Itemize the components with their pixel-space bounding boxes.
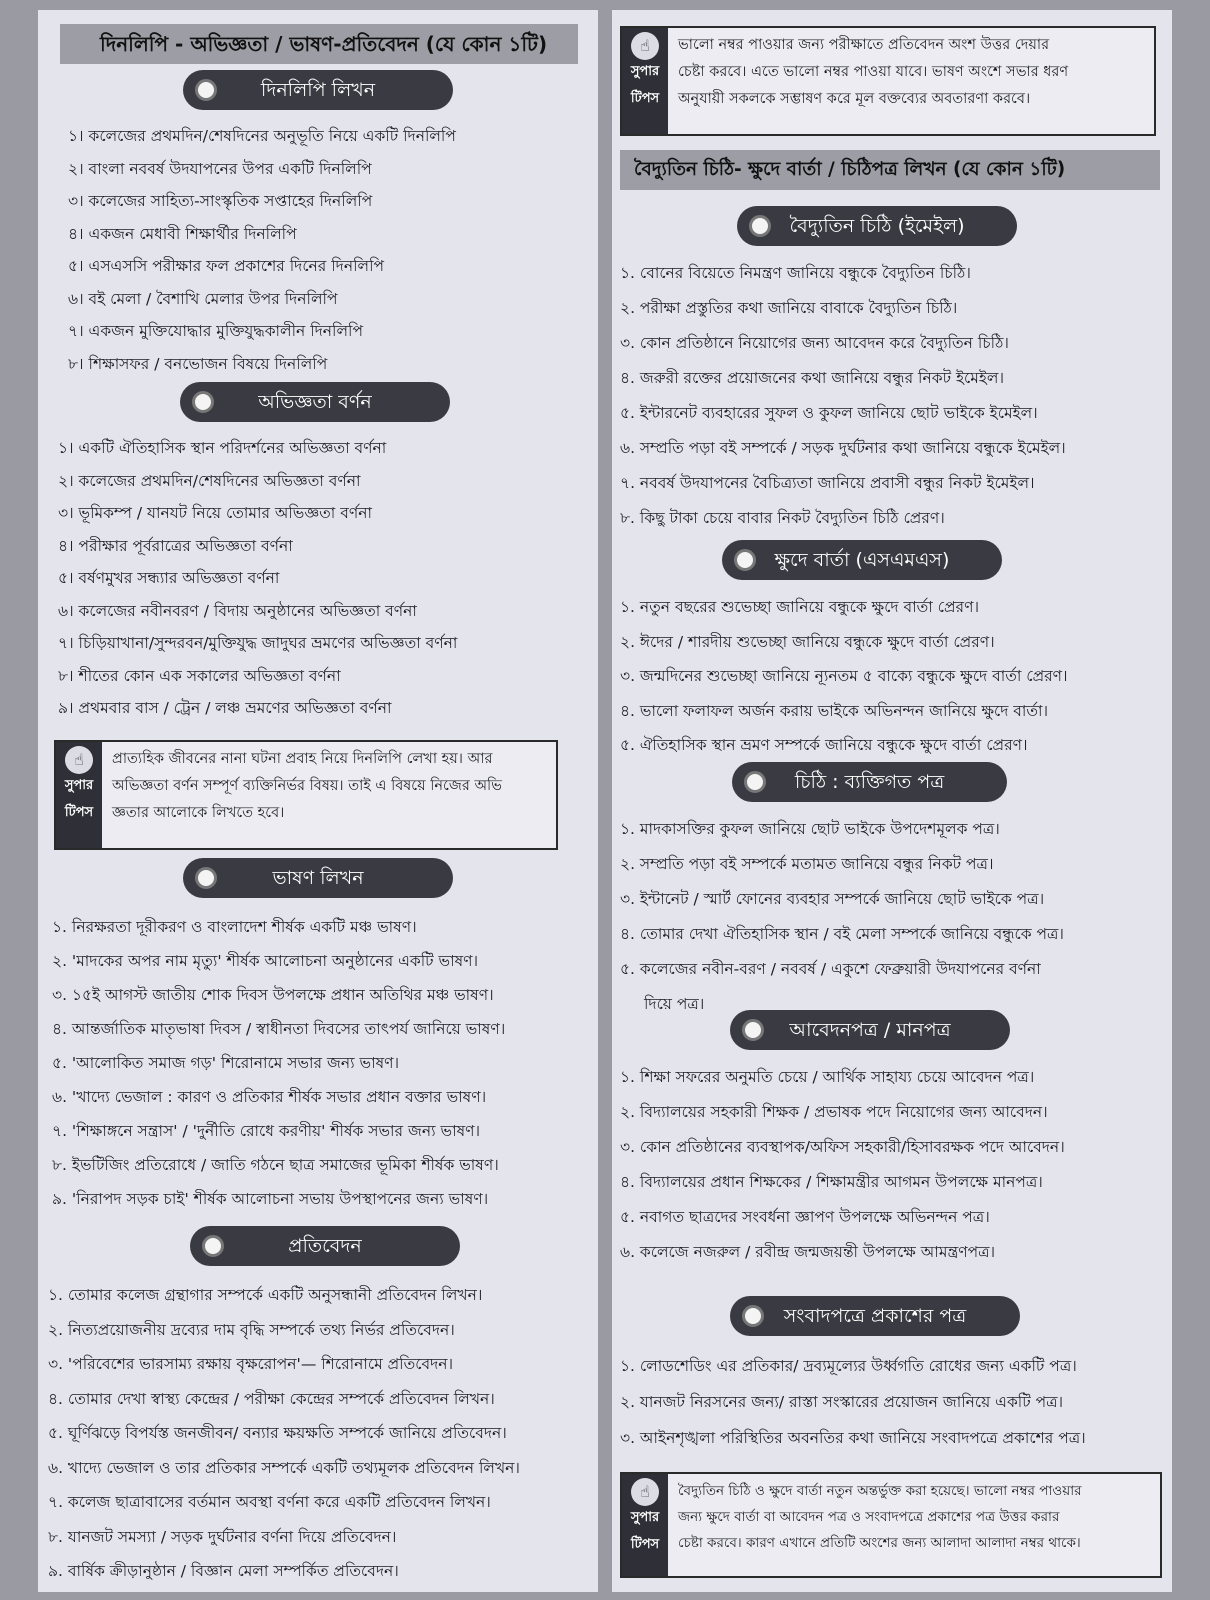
experience-list xyxy=(58,432,457,725)
super-tips-badge: ☝ সুপার টিপস xyxy=(622,28,668,134)
list-item: ১. নিরক্ষরতা দূরীকরণ ও বাংলাদেশ শীর্ষক একটি মঞ্চ ভাষণ। xyxy=(52,918,417,936)
list-item: ১. নতুন বছরের শুভেচ্ছা জানিয়ে বন্ধুকে ক্ষুদে বার্তা প্রেরণ। xyxy=(620,598,979,616)
list-item: ৪. ভালো ফলাফল অর্জন করায় ভাইকে অভিনন্দন জানিয়ে ক্ষুদে বার্তা। xyxy=(620,701,1049,720)
newspaper-heading: সংবাদপত্রে প্রকাশের পত্র xyxy=(730,1296,1020,1336)
section-header-right: বৈদ্যুতিন চিঠি- ক্ষুদে বার্তা / চিঠিপত্র লিখন (যে কোন ১টি) xyxy=(620,150,1160,190)
list-item: ১. তোমার কলেজ গ্রন্থাগার সম্পর্কে একটি অনুসন্ধানী প্রতিবেদন লিখন। xyxy=(48,1286,483,1304)
list-item: ৩. জন্মদিনের শুভেচ্ছা জানিয়ে ন্যূনতম ৫ বাক্যে বন্ধুকে ক্ষুদে বার্তা প্রেরণ। xyxy=(620,667,1068,685)
list-item: ২. বিদ্যালয়ের সহকারী শিক্ষক / প্রভাষক পদে নিয়োগের জন্য আবেদন। xyxy=(620,1103,1048,1121)
list-item: ২। বাংলা নববর্ষ উদযাপনের উপর একটি দিনলিপি xyxy=(68,159,372,178)
list-item: ৩. 'পরিবেশের ভারসাম্য রক্ষায় বৃক্ষরোপন'— শিরোনামে প্রতিবেদন। xyxy=(48,1355,454,1373)
list-item: ৬. খাদ্যে ভেজাল ও তার প্রতিকার সম্পর্কে একটি তথ্যমূলক প্রতিবেদন লিখন। xyxy=(48,1458,520,1477)
sms-heading: ক্ষুদে বার্তা (এসএমএস) xyxy=(722,540,1002,580)
list-item: ৬. সম্প্রতি পড়া বই সম্পর্কে / সড়ক দুর্ঘটনার কথা জানিয়ে বন্ধুকে ইমেইল। xyxy=(620,439,1066,457)
list-item: ৩. আইনশৃঙ্খলা পরিস্থিতির অবনতির কথা জানিয়ে সংবাদপত্রে প্রকাশের পত্র। xyxy=(620,1429,1086,1447)
section-header-left: দিনলিপি - অভিজ্ঞতা / ভাষণ-প্রতিবেদন (যে কোন ১টি) xyxy=(60,24,578,64)
super-tips-box xyxy=(54,740,558,850)
list-item: ৯। প্রথমবার বাস / ট্রেন / লঞ্চ ভ্রমণের অভিজ্ঞতা বর্ণনা xyxy=(58,699,392,717)
list-item: ৫. ঘূর্ণিঝড়ে বিপর্যস্ত জনজীবন/ বন্যার ক্ষয়ক্ষতি সম্পর্কে জানিয়ে প্রতিবেদন। xyxy=(48,1424,507,1442)
list-item: ৮। শীতের কোন এক সকালের অভিজ্ঞতা বর্ণনা xyxy=(58,666,341,685)
list-item: ৮. যানজট সমস্যা / সড়ক দুর্ঘটনার বর্ণনা দিয়ে প্রতিবেদন। xyxy=(48,1527,397,1546)
list-item: ৩. ১৫ই আগস্ট জাতীয় শোক দিবস উপলক্ষে প্রধান অতিথির মঞ্চ ভাষণ। xyxy=(52,986,494,1004)
list-item: ৩। কলেজের সাহিত্য-সাংস্কৃতিক সপ্তাহের দিনলিপি xyxy=(68,192,373,210)
super-tips-box-bottom xyxy=(620,1472,1162,1578)
application-list xyxy=(620,1060,1065,1270)
list-item: ২. সম্প্রতি পড়া বই সম্পর্কে মতামত জানিয়ে বন্ধুর নিকট পত্র। xyxy=(620,855,994,873)
report-list xyxy=(48,1278,520,1589)
report-heading: প্রতিবেদন xyxy=(190,1226,460,1266)
list-item: ৪। একজন মেধাবী শিক্ষার্থীর দিনলিপি xyxy=(68,224,297,243)
list-item: ১. শিক্ষা সফরের অনুমতি চেয়ে / আর্থিক সাহায্য চেয়ে আবেদন পত্র। xyxy=(620,1068,1035,1086)
list-item: ৭. 'শিক্ষাঙ্গনে সন্ত্রাস' / 'দুর্নীতি রোধে করণীয়' শীর্ষক সভার জন্য ভাষণ। xyxy=(52,1122,481,1140)
pointing-hand-icon: ☝ xyxy=(631,32,659,60)
list-item: ৯. বার্ষিক ক্রীড়ানুষ্ঠান / বিজ্ঞান মেলা সম্পর্কিত প্রতিবেদন। xyxy=(48,1562,399,1580)
list-item: ২. 'মাদকের অপর নাম মৃত্যু' শীর্ষক আলোচনা অনুষ্ঠানের একটি ভাষণ। xyxy=(52,952,479,970)
list-item: ৪। পরীক্ষার পূর্বরাত্রের অভিজ্ঞতা বর্ণনা xyxy=(58,536,293,555)
list-item: ৮। শিক্ষাসফর / বনভোজন বিষয়ে দিনলিপি xyxy=(68,354,328,373)
list-item: ২. ঈদের / শারদীয় শুভেচ্ছা জানিয়ে বন্ধুকে ক্ষুদে বার্তা প্রেরণ। xyxy=(620,632,995,651)
list-item: ৬। বই মেলা / বৈশাখি মেলার উপর দিনলিপি xyxy=(68,289,338,308)
list-item: ৫। বর্ষণমুখর সন্ধ্যার অভিজ্ঞতা বর্ণনা xyxy=(58,569,280,587)
diary-heading: দিনলিপি লিখন xyxy=(183,70,453,110)
tip-text: বৈদ্যুতিন চিঠি ও ক্ষুদে বার্তা নতুন অন্তর্ভুক্ত করা হয়েছে। ভালো নম্বর পাওয়ার জন্য ক্ষুদে বার্তা বা আবেদন পত্র ও সংবাদপত্রে প্রকাশের পত্র উত্তর করার চেষ্টা করবে। কারণ এখানে প্রতিটি অংশের জন্য আলাদা আলাদা নম্বর থাকে। xyxy=(678,1483,1082,1551)
list-item: ৩. কোন প্রতিষ্ঠানের ব্যবস্থাপক/অফিস সহকারী/হিসাবরক্ষক পদে আবেদন। xyxy=(620,1138,1065,1156)
list-item: ৩. ইন্টানেট / স্মার্ট ফোনের ব্যবহার সম্পর্কে জানিয়ে ছোট ভাইকে পত্র। xyxy=(620,890,1045,908)
list-item: ৪. তোমার দেখা ঐতিহাসিক স্থান / বই মেলা সম্পর্কে জানিয়ে বন্ধুকে পত্র। xyxy=(620,925,1064,943)
tip-text: প্রাত্যহিক জীবনের নানা ঘটনা প্রবাহ নিয়ে দিনলিপি লেখা হয়। আর অভিজ্ঞতা বর্ণন সম্পূর্ণ ব্যক্তিনির্ভর বিষয়। তাই এ বিষয়ে নিজের অভি জ্ঞতার আলোকে লিখতে হবে। xyxy=(112,751,502,821)
pointing-hand-icon: ☝ xyxy=(631,1478,659,1506)
list-item: ৭. কলেজ ছাত্রাবাসের বর্তমান অবস্থা বর্ণনা করে একটি প্রতিবেদন লিখন। xyxy=(48,1493,491,1511)
list-item: দিয়ে পত্র। xyxy=(644,995,705,1013)
speech-list xyxy=(52,910,505,1216)
list-item: ১। কলেজের প্রথমদিন/শেষদিনের অনুভূতি নিয়ে একটি দিনলিপি xyxy=(68,127,456,145)
speech-heading: ভাষণ লিখন xyxy=(183,858,453,898)
list-item: ৪. জরুরী রক্তের প্রয়োজনের কথা জানিয়ে বন্ধুর নিকট ইমেইল। xyxy=(620,369,1004,387)
newspaper-list xyxy=(620,1348,1086,1456)
pointing-hand-icon: ☝ xyxy=(65,746,93,774)
list-item: ৯. 'নিরাপদ সড়ক চাই' শীর্ষক আলোচনা সভায় উপস্থাপনের জন্য ভাষণ। xyxy=(52,1190,489,1208)
list-item: ৪. আন্তর্জাতিক মাতৃভাষা দিবস / স্বাধীনতা দিবসের তাৎপর্য জানিয়ে ভাষণ। xyxy=(52,1020,506,1038)
left-column xyxy=(38,10,598,1592)
list-item: ৬। কলেজের নবীনবরণ / বিদায় অনুষ্ঠানের অভিজ্ঞতা বর্ণনা xyxy=(58,601,417,620)
list-item: ৮. কিছু টাকা চেয়ে বাবার নিকট বৈদ্যুতিন চিঠি প্রেরণ। xyxy=(620,509,945,527)
application-heading: আবেদনপত্র / মানপত্র xyxy=(730,1010,1010,1050)
list-item: ৬. কলেজে নজরুল / রবীন্দ্র জন্মজয়ন্তী উপলক্ষে আমন্ত্রণপত্র। xyxy=(620,1243,996,1261)
list-item: ৭। চিড়িয়াখানা/সুন্দরবন/মুক্তিযুদ্ধ জাদুঘর ভ্রমণের অভিজ্ঞতা বর্ণনা xyxy=(58,634,458,652)
diary-list xyxy=(68,120,456,380)
list-item: ৫. নবাগত ছাত্রদের সংবর্ধনা জ্ঞাপণ উপলক্ষে অভিনন্দন পত্র। xyxy=(620,1208,990,1226)
email-heading: বৈদ্যুতিন চিঠি (ইমেইল) xyxy=(737,206,1017,246)
list-item: ৫। এসএসসি পরীক্ষার ফল প্রকাশের দিনের দিনলিপি xyxy=(68,257,385,275)
list-item: ৭। একজন মুক্তিযোদ্ধার মুক্তিযুদ্ধকালীন দিনলিপি xyxy=(68,322,363,340)
tip-text: ভালো নম্বর পাওয়ার জন্য পরীক্ষাতে প্রতিবেদন অংশ উত্তর দেয়ার চেষ্টা করবে। এতে ভালো নম্বর পাওয়া যাবে। ভাষণ অংশে সভার ধরণ অনুযায়ী সকলকে সম্ভাষণ করে মূল বক্তব্যের অবতারণা করবে। xyxy=(678,37,1069,107)
list-item: ৩. কোন প্রতিষ্ঠানে নিয়োগের জন্য আবেদন করে বৈদ্যুতিন চিঠি। xyxy=(620,334,1009,352)
list-item: ৭. নববর্ষ উদযাপনের বৈচিত্র্যতা জানিয়ে প্রবাসী বন্ধুর নিকট ইমেইল। xyxy=(620,474,1035,492)
personal-letter-list xyxy=(620,812,1064,1022)
list-item: ৫. কলেজের নবীন-বরণ / নববর্ষ / একুশে ফেব্রুয়ারী উদযাপনের বর্ণনা xyxy=(620,960,1041,978)
list-item: ২. পরীক্ষা প্রস্তুতির কথা জানিয়ে বাবাকে বৈদ্যুতিন চিঠি। xyxy=(620,299,958,317)
list-item: ১. মাদকাসক্তির কুফল জানিয়ে ছোট ভাইকে উপদেশমূলক পত্র। xyxy=(620,820,1000,838)
list-item: ৪. বিদ্যালয়ের প্রধান শিক্ষকের / শিক্ষামন্ত্রীর আগমন উপলক্ষে মানপত্র। xyxy=(620,1173,1043,1191)
experience-heading: অভিজ্ঞতা বর্ণন xyxy=(180,382,450,422)
list-item: ১. লোডশেডিং এর প্রতিকার/ দ্রব্যমূল্যের উর্ধ্বগতি রোধের জন্য একটি পত্র। xyxy=(620,1357,1077,1375)
list-item: ৩। ভূমিকম্প / যানযট নিয়ে তোমার অভিজ্ঞতা বর্ণনা xyxy=(58,504,372,522)
personal-letter-heading: চিঠি : ব্যক্তিগত পত্র xyxy=(732,762,1007,802)
list-item: ৬. 'খাদ্যে ভেজাল : কারণ ও প্রতিকার শীর্ষক সভার প্রধান বক্তার ভাষণ। xyxy=(52,1088,487,1106)
super-tips-box-top xyxy=(620,26,1156,136)
list-item: ৮. ইভটিজিং প্রতিরোধে / জাতি গঠনে ছাত্র সমাজের ভূমিকা শীর্ষক ভাষণ। xyxy=(52,1156,499,1174)
list-item: ২. নিত্যপ্রয়োজনীয় দ্রব্যের দাম বৃদ্ধি সম্পর্কে তথ্য নির্ভর প্রতিবেদন। xyxy=(48,1320,455,1339)
sms-list xyxy=(620,590,1068,763)
list-item: ১. বোনের বিয়েতে নিমন্ত্রণ জানিয়ে বন্ধুকে বৈদ্যুতিন চিঠি। xyxy=(620,264,971,282)
super-tips-badge: ☝ সুপার টিপস xyxy=(56,742,102,848)
list-item: ১। একটি ঐতিহাসিক স্থান পরিদর্শনের অভিজ্ঞতা বর্ণনা xyxy=(58,439,387,457)
list-item: ৫. ইন্টারনেট ব্যবহারের সুফল ও কুফল জানিয়ে ছোট ভাইকে ইমেইল। xyxy=(620,404,1038,422)
email-list xyxy=(620,256,1066,536)
right-column xyxy=(612,10,1172,1592)
super-tips-badge: ☝ সুপার টিপস xyxy=(622,1474,668,1576)
list-item: ২। কলেজের প্রথমদিন/শেষদিনের অভিজ্ঞতা বর্ণনা xyxy=(58,471,361,490)
list-item: ২. যানজট নিরসনের জন্য/ রাস্তা সংস্কারের প্রয়োজন জানিয়ে একটি পত্র। xyxy=(620,1393,1064,1411)
list-item: ৪. তোমার দেখা স্বাস্থ্য কেন্দ্রের / পরীক্ষা কেন্দ্রের সম্পর্কে প্রতিবেদন লিখন। xyxy=(48,1389,495,1408)
list-item: ৫. ঐতিহাসিক স্থান ভ্রমণ সম্পর্কে জানিয়ে বন্ধুকে ক্ষুদে বার্তা প্রেরণ। xyxy=(620,736,1028,754)
list-item: ৫. 'আলোকিত সমাজ গড়' শিরোনামে সভার জন্য ভাষণ। xyxy=(52,1054,400,1072)
